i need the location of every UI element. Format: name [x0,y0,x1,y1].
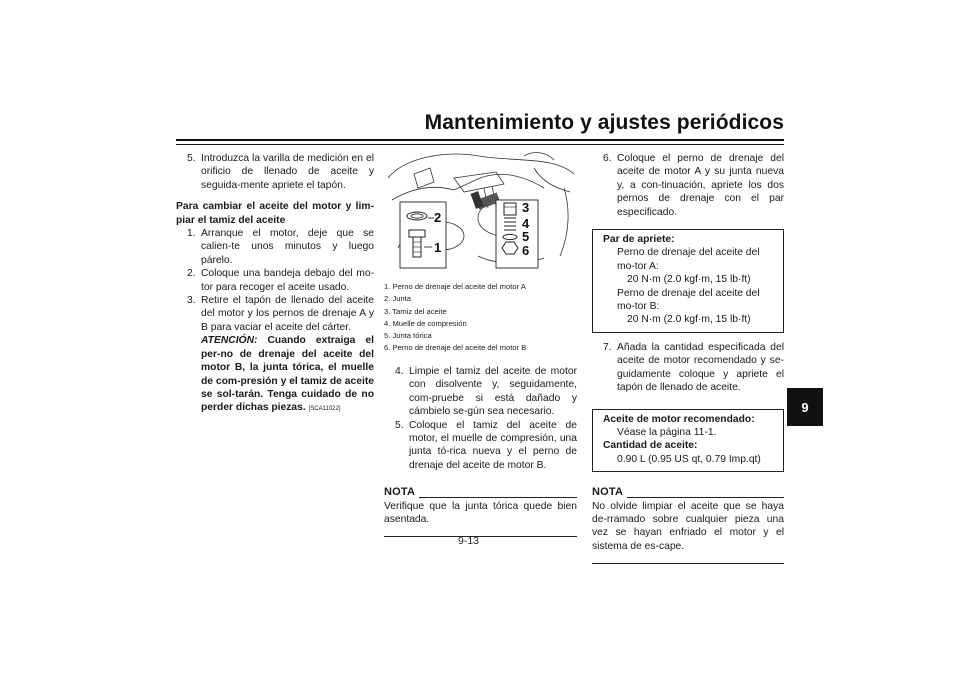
step-number: 7. [603,341,612,353]
torque-bolt-b-label: Perno de drenaje del aceite del mo-tor B: [617,287,760,313]
section-heading: Para cambiar el aceite del motor y lim-piar el tamiz del aceite [176,201,374,226]
oil-type-value: Véase la página 11-1. [617,426,717,438]
note-title: NOTA [592,486,624,499]
caption-item: 4. Muelle de compresión [384,318,467,328]
note-title: NOTA [384,486,416,499]
step-text: Coloque el perno de drenaje del aceite de motor A y su junta nueva y, a con-tinuación, apriete los dos pernos de drenaje con el par especificado. [617,153,784,218]
caution-notice [201,334,374,416]
torque-bolt-a-value: 20 N·m (2.0 kgf·m, 15 lb·ft) [627,274,751,286]
step-text: Arranque el motor, deje que se calien-te unos minutos y luego párelo. [201,228,374,266]
step-text: Introduzca la varilla de medición en el orificio de llenado de aceite y seguida-mente apriete el tapón. [201,153,374,191]
callout-label-2: 2 [434,210,442,225]
page-title: Mantenimiento y ajustes periódicos [424,111,784,134]
step-text: Coloque el tamiz del aceite de motor, el muelle de compresión, una junta tó-rica nueva y el perno de drenaje del aceite de motor B. [409,419,577,471]
step-7 [592,341,784,395]
step-number: 6. [603,153,612,164]
page-number: 9-13 [458,535,480,547]
note-heading [592,486,784,499]
step-number: 5. [395,419,404,431]
step-number: 2. [187,268,196,280]
note-rule [627,497,784,498]
callout-label-5: 5 [522,229,530,244]
callout-label-1: 1 [434,240,442,255]
figure-captions [384,281,584,355]
column-right [592,152,784,564]
step-text: Coloque una bandeja debajo del mo-tor para recoger el aceite usado. [201,268,374,293]
caution-text: Cuando extraiga el per-no de drenaje del aceite del motor B, la junta tórica, el muelle de com-presión y el tamiz de aceite se sol-tarán. Tenga cuidado de no perder dichas piezas. [201,335,374,414]
oil-spec-box [592,409,784,473]
step-3 [176,294,374,417]
oil-quantity-value: 0.90 L (0.95 US qt, 0.79 Imp.qt) [617,453,761,465]
step-5-dipstick [176,152,374,192]
step-2 [176,267,374,294]
caption-item: 2. Junta [384,294,412,304]
oil-quantity-title: Cantidad de aceite: [603,440,698,452]
note-text: Verifique que la junta tórica quede bien asentada. [384,500,577,526]
callout-label-4: 4 [522,216,530,231]
step-text: Limpie el tamiz del aceite de motor con disolvente y, seguidamente, com-pruebe si está dañado y cámbielo se-gún sea necesario. [409,366,577,418]
step-number: 5. [187,153,196,164]
note-text: No olvide limpiar el aceite que se haya de-rramado sobre cualquier pieza una vez se hayan enfriado el motor y el sistema de es-cape. [592,500,784,552]
step-1 [176,227,374,267]
torque-bolt-a-label: Perno de drenaje del aceite del mo-tor A: [617,247,760,272]
column-left [176,152,374,417]
note-rule [419,497,577,498]
step-number: 4. [395,366,404,377]
caption-item: 5. Junta tórica [384,331,432,341]
note-end-rule [384,536,577,537]
step-5-reinstall [384,419,577,473]
header-rule-thin [176,144,784,145]
chapter-tab[interactable]: 9 [787,388,823,426]
caption-item: 3. Tamiz del aceite [384,306,447,316]
header-rule-thick [176,139,784,141]
step-6 [592,152,784,219]
caution-label: ATENCIÓN: [201,335,258,347]
caption-item: 6. Perno de drenaje del aceite del motor B [384,343,527,353]
step-text: Retire el tapón de llenado del aceite del motor y los pernos de drenaje A y B para vaciar el aceite del cárter. [201,295,374,333]
engine-drain-figure [384,148,577,274]
torque-title: Par de apriete: [603,234,675,246]
caption-item: 1. Perno de drenaje del aceite del motor A [384,282,526,291]
oil-type-title: Aceite de motor recomendado: [603,413,755,425]
note-end-rule [592,563,784,564]
inset-box-b [496,200,538,268]
callout-label-3: 3 [522,200,530,215]
step-number: 3. [187,295,196,307]
step-text: Añada la cantidad especificada del aceite de motor recomendado y se-guidamente coloque y apriete el tapón de llenado de aceite. [617,341,784,394]
callout-label-6: 6 [522,243,530,258]
column-middle [384,365,577,537]
step-number: 1. [187,228,196,240]
note-heading [384,486,577,499]
torque-spec-box [592,229,784,333]
torque-bolt-b-value: 20 N·m (2.0 kgf·m, 15 lb·ft) [627,314,751,326]
caution-code: [SCA11022] [308,406,341,413]
step-4 [384,365,577,419]
